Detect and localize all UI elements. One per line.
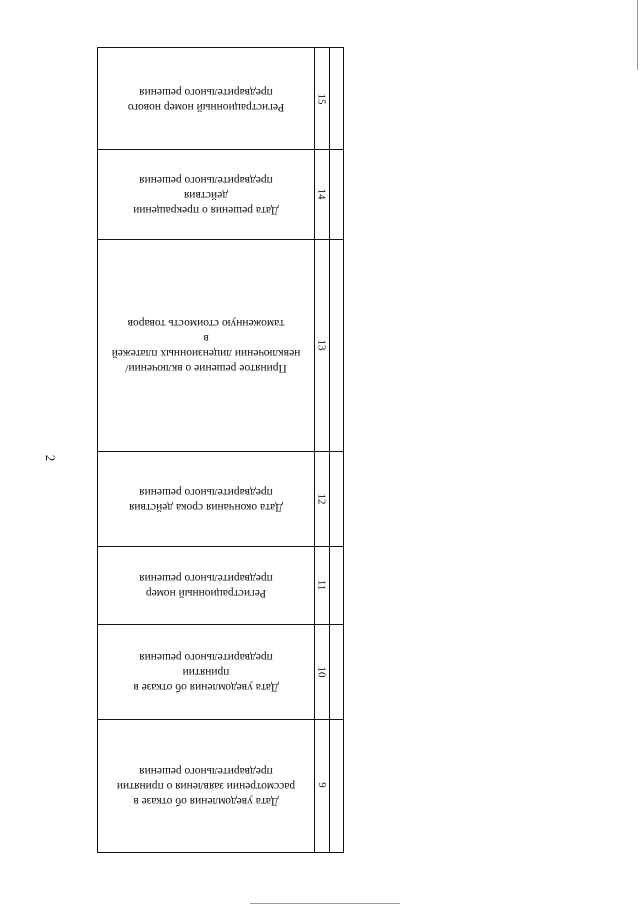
column-number-cell-15 [314,48,329,149]
column-number-cell-9 [314,719,329,851]
column-header-text: Дата окончания срока действия предварительного решения [129,485,283,513]
column-number: 14 [315,188,328,200]
column-number: 9 [315,782,328,788]
column-number-cell-11 [314,546,329,624]
column-number-cell-14 [314,149,329,239]
column-number: 12 [315,493,328,504]
column-number-cell-13 [314,239,329,451]
scan-edge-mark [250,903,400,904]
column-header-text: Регистрационный номер нового предварительного решения [127,85,285,113]
column-number: 10 [315,666,328,677]
column-number-cell-12 [314,451,329,546]
form-table [97,47,344,853]
column-header-cell-15 [98,48,314,149]
table-vertical-divider [329,48,330,852]
column-number-cell-10 [314,624,329,719]
column-number: 11 [315,579,328,591]
column-header-cell-11 [98,546,314,624]
column-header-cell-10 [98,624,314,719]
column-header-cell-13 [98,239,314,451]
column-header-text: Дата уведомления об отказе в принятии предварительного решения [133,651,279,693]
column-header-text: Дата решения о прекращении действия предварительного решения [133,173,279,216]
column-header-cell-9 [98,719,314,851]
column-number: 13 [315,339,328,351]
column-header-text: Регистрационный номер предварительного решения [139,572,273,599]
column-header-text: Дата уведомления об отказе в рассмотрении заявления о принятии предварительного решения [116,764,296,807]
column-header-cell-14 [98,149,314,239]
column-number: 15 [315,93,328,104]
column-header-cell-12 [98,451,314,546]
scan-edge-mark [637,0,638,70]
column-header-text: Принятое решение о включении/ невключении лицензионных платежей в таможенную стоимость товаров [111,317,301,374]
page-number: 2 [43,454,58,462]
